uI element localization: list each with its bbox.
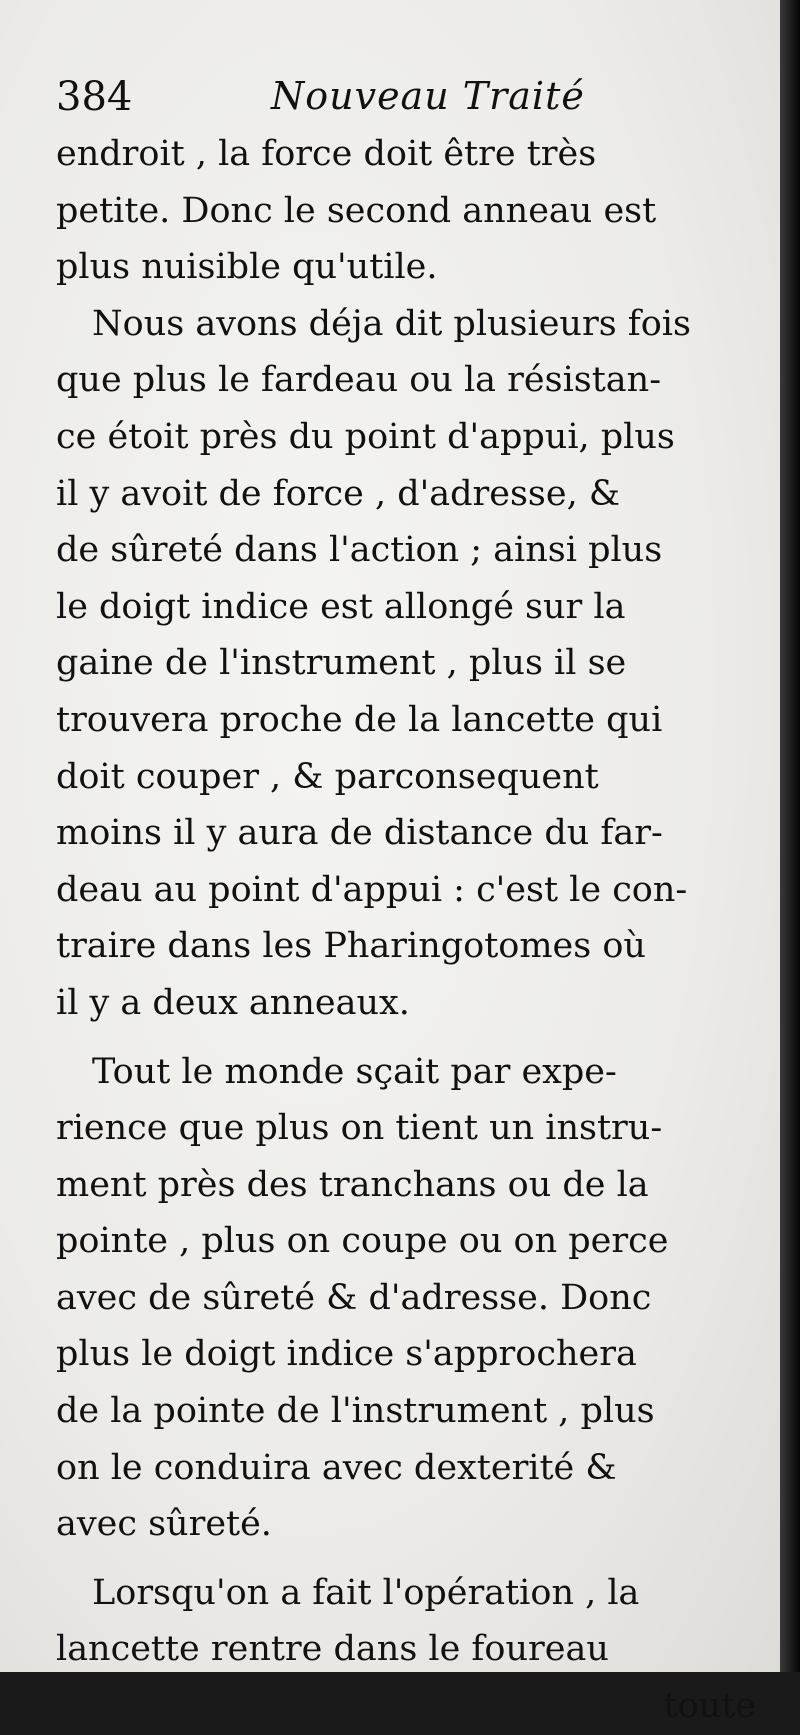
text-line: rience que plus on tient un instru- [56, 1108, 663, 1149]
text-line: pointe , plus on coupe ou on perce [56, 1221, 669, 1262]
text-line: il y a deux anneaux. [56, 982, 410, 1023]
text-line: que plus le fardeau ou la résistan- [56, 360, 662, 401]
page-edge-shadow [780, 0, 800, 1672]
text-line: de la pointe de l'instrument , plus [56, 1391, 655, 1432]
page-header [56, 74, 756, 134]
text-line: deau au point d'appui : c'est le con- [56, 869, 688, 910]
running-title: Nouveau Traité [271, 74, 585, 118]
text-line: traire dans les Pharingotomes où [56, 926, 646, 967]
text-line: moins il y aura de distance du far- [56, 813, 663, 854]
text-line: Tout le monde sçait par expe- [92, 1051, 617, 1092]
text-line: Nous avons déja dit plusieurs fois [92, 303, 691, 344]
catchword: toute [663, 1686, 756, 1727]
text-line: doit couper , & parconsequent [56, 756, 599, 797]
text-line: gaine de l'instrument , plus il se [56, 643, 627, 684]
text-line: trouvera proche de la lancette qui [56, 699, 663, 740]
body-text [56, 126, 756, 1735]
page-number: 384 [56, 74, 133, 120]
text-line: endroit , la force doit être très [56, 134, 597, 174]
text-line: il y avoit de force , d'adresse, & [56, 473, 620, 514]
text-line: avec sûreté. [56, 1504, 272, 1545]
text-line: le doigt indice est allongé sur la [56, 586, 626, 627]
text-line: on le conduira avec dexterité & [56, 1447, 617, 1488]
text-line: avec de sûreté & d'adresse. Donc [56, 1277, 652, 1318]
text-line: Lorsqu'on a fait l'opération , la [92, 1572, 640, 1613]
text-line: de sûreté dans l'action ; ainsi plus [56, 530, 663, 571]
text-line: ment près des tranchans ou de la [56, 1164, 649, 1205]
text-line: plus nuisible qu'utile. [56, 247, 438, 288]
text-line: ce étoit près du point d'appui, plus [56, 416, 675, 457]
text-line: petite. Donc le second anneau est [56, 190, 657, 231]
text-line: plus le doigt indice s'approchera [56, 1334, 637, 1375]
text-line: lancette rentre dans le foureau [56, 1629, 609, 1670]
